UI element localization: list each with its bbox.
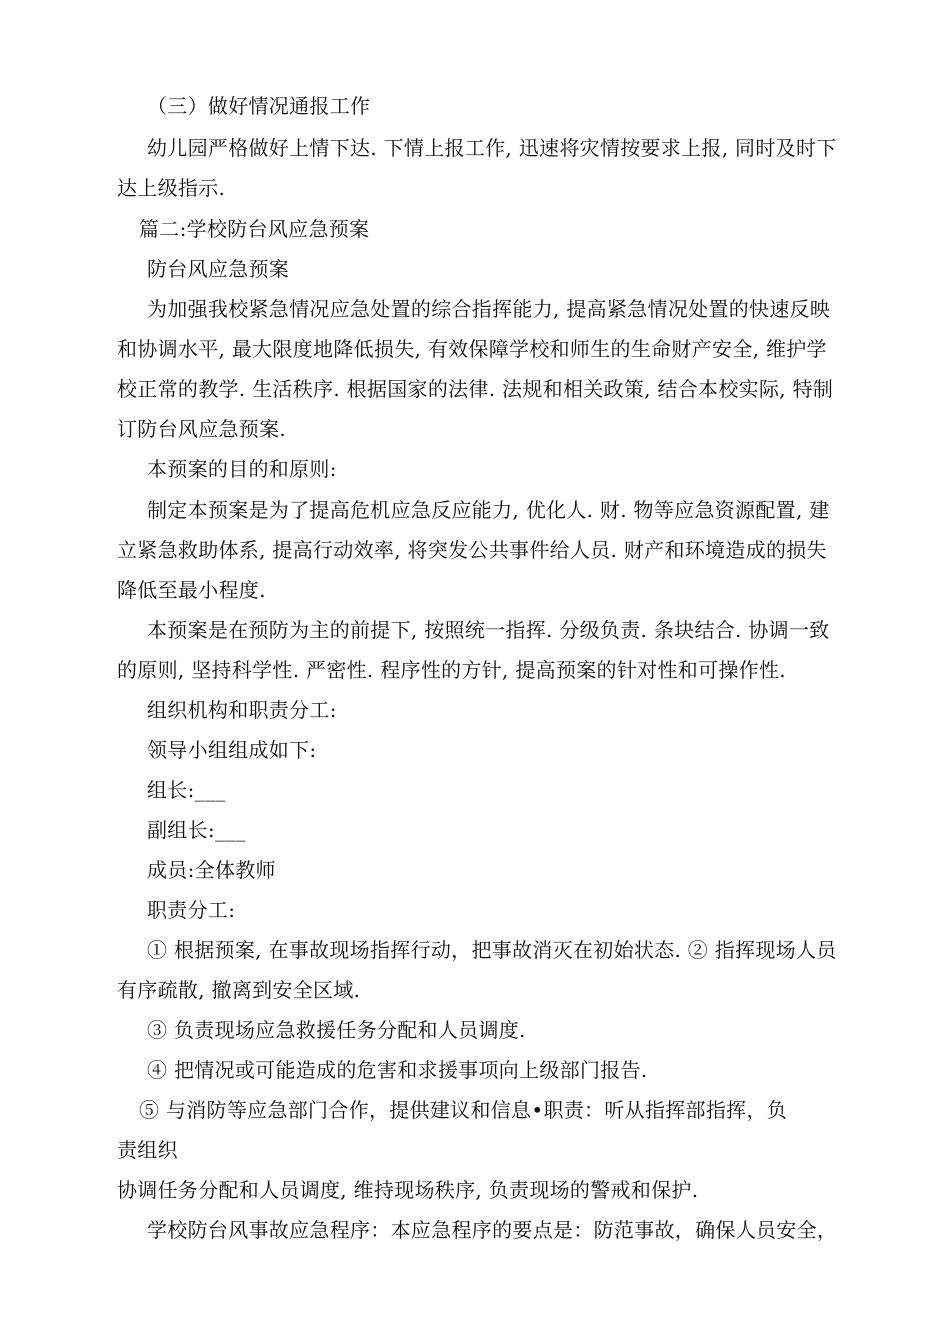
paragraph-line: 幼儿园严格做好上情下达. 下情上报工作, 迅速将灾情按要求上报, 同时及时下 <box>147 136 837 160</box>
list-item: 组长:___ <box>147 778 226 802</box>
paragraph-line: 立紧急救助体系, 提高行动效率, 将突发公共事件给人员. 财产和环境造成的损失 <box>117 538 827 562</box>
paragraph-line: 校正常的教学. 生活秩序. 根据国家的法律. 法规和相关政策, 结合本校实际, 特制 <box>117 377 834 401</box>
paragraph-line: 学校防台风事故应急程序：本应急程序的要点是：防范事故，确保人员安全， <box>147 1218 838 1242</box>
list-item: 成员:全体教师 <box>147 858 276 882</box>
paragraph-line: 达上级指示. <box>117 176 226 200</box>
paragraph-line: 的原则, 坚持科学性. 严密性. 程序性的方针, 提高预案的针对性和可操作性. <box>117 658 786 682</box>
numbered-item: ④ 把情况或可能造成的危害和求援事项向上级部门报告. <box>147 1058 648 1082</box>
numbered-item: ① 根据预案, 在事故现场指挥行动，把事故消灭在初始状态. ② 指挥现场人员 <box>147 938 837 962</box>
section-heading: （三）做好情况通报工作 <box>147 94 371 118</box>
paragraph-line: 和协调水平, 最大限度地降低损失, 有效保障学校和师生的生命财产安全, 维护学 <box>117 337 827 361</box>
numbered-item: ⑤ 与消防等应急部门合作，提供建议和信息•职责：听从指挥部指挥，负 <box>139 1098 788 1122</box>
subheading: 职责分工: <box>147 898 236 922</box>
paragraph-line: 有序疏散, 撤离到安全区域. <box>117 978 361 1002</box>
paragraph-line: 为加强我校紧急情况应急处置的综合指挥能力, 提高紧急情况处置的快速反映 <box>147 297 831 321</box>
numbered-item: ③ 负责现场应急救援任务分配和人员调度. <box>147 1018 526 1042</box>
paragraph-line: 协调任务分配和人员调度, 维持现场秩序, 负责现场的警戒和保护. <box>117 1178 699 1202</box>
paragraph-line: 责组织 <box>117 1138 178 1162</box>
subheading: 组织机构和职责分工: <box>147 698 337 722</box>
paragraph-line: 订防台风应急预案. <box>117 417 287 441</box>
paragraph-line: 制定本预案是为了提高危机应急反应能力, 优化人. 财. 物等应急资源配置, 建 <box>147 498 830 522</box>
subheading: 本预案的目的和原则: <box>147 457 337 481</box>
paragraph-line: 本预案是在预防为主的前提下, 按照统一指挥. 分级负责. 条块结合. 协调一致 <box>147 618 830 642</box>
document-title: 防台风应急预案 <box>147 257 290 281</box>
paragraph-line: 降低至最小程度. <box>117 578 266 602</box>
list-item: 副组长:___ <box>147 818 246 842</box>
paragraph-line: 领导小组组成如下: <box>147 738 317 762</box>
article-title: 篇二:学校防台风应急预案 <box>139 217 370 241</box>
